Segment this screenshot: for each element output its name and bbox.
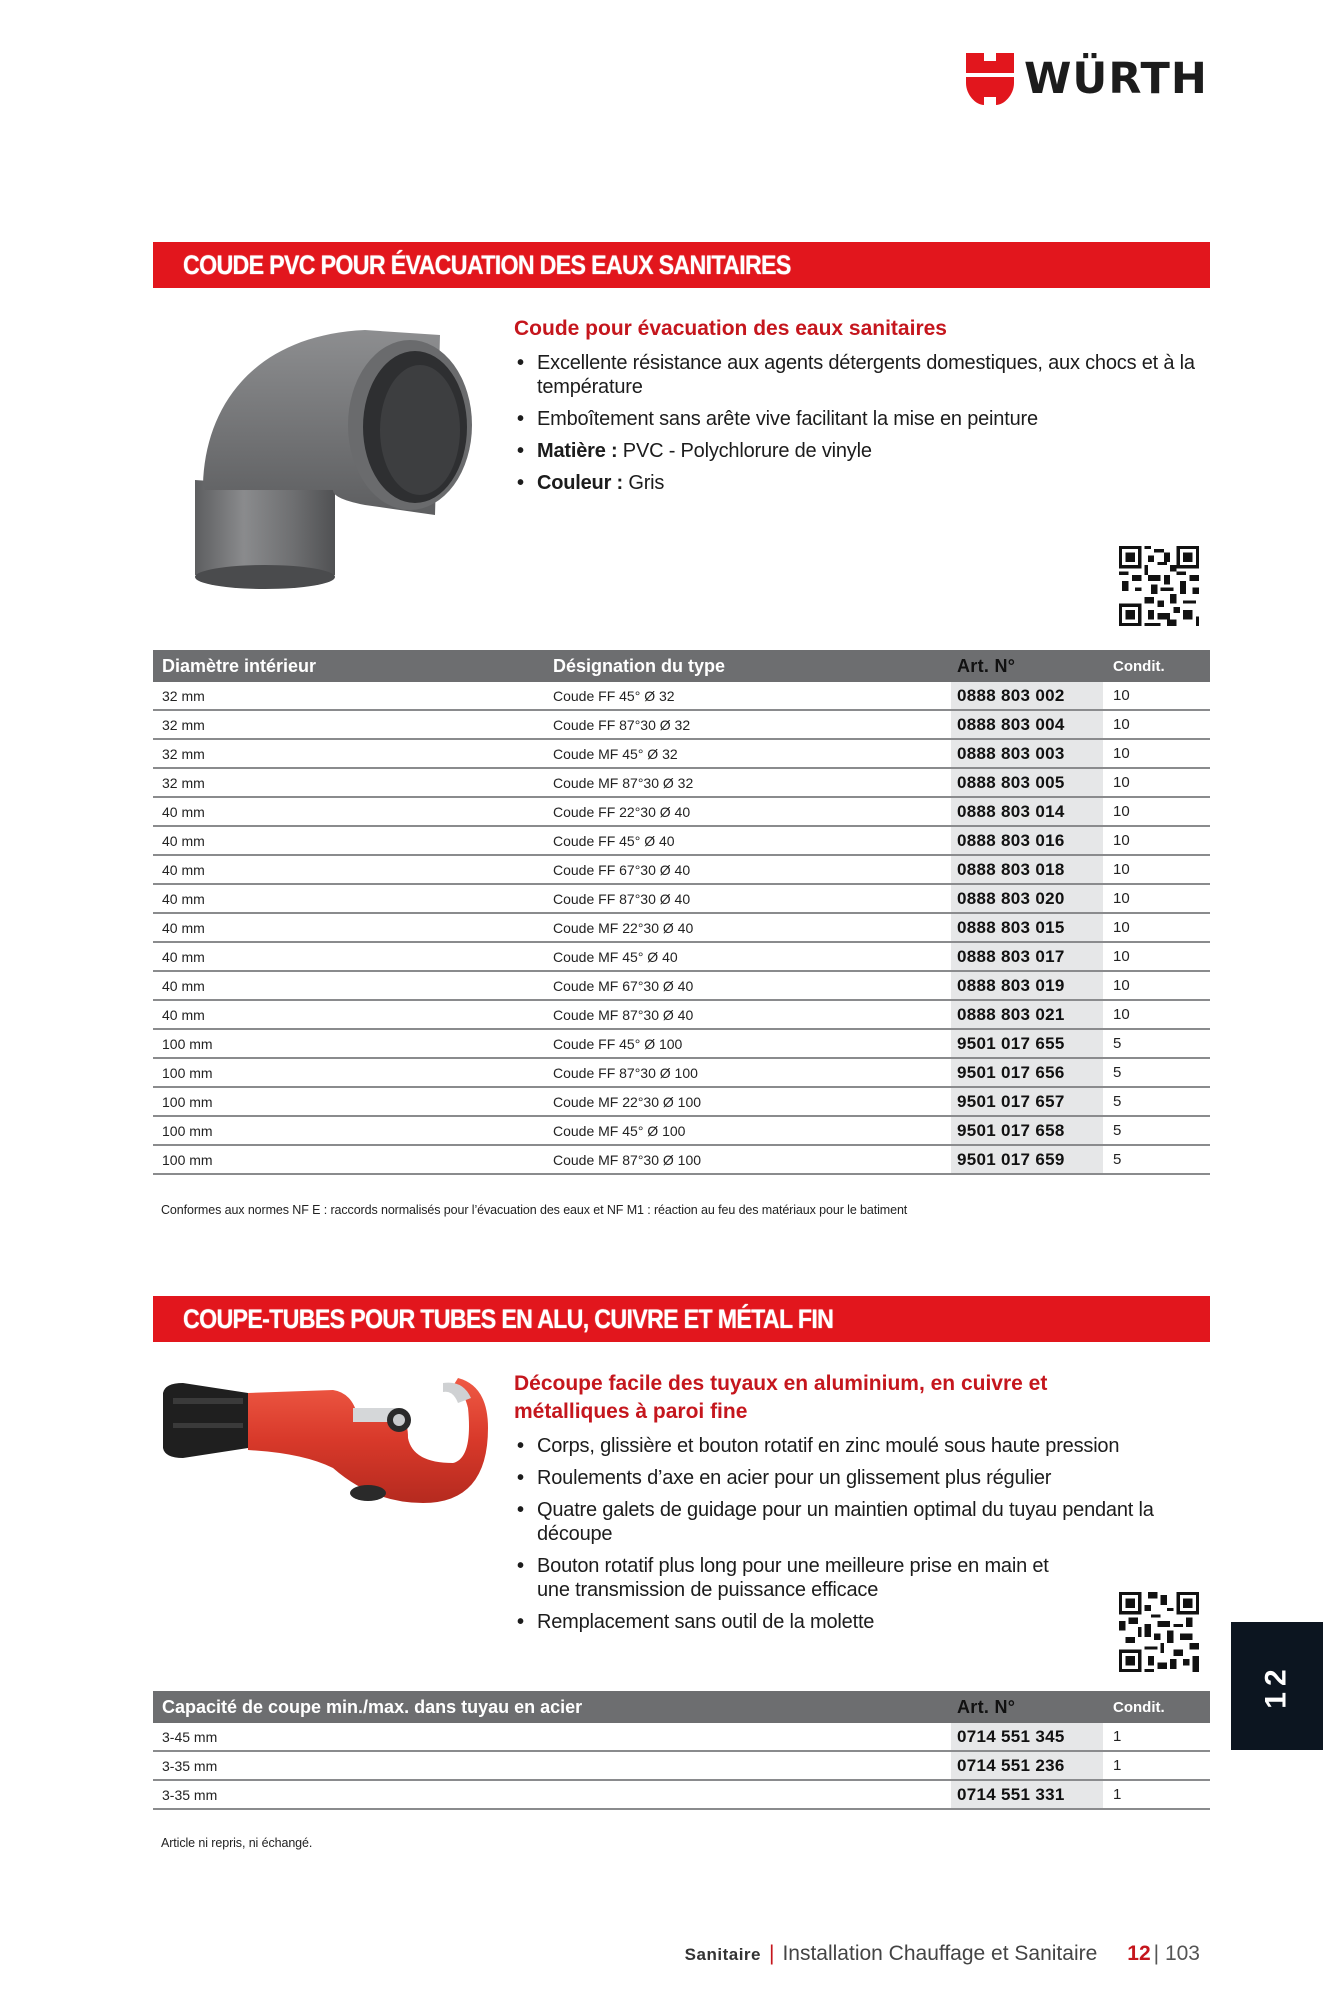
inner-diameter-cell: 32 mm xyxy=(162,687,205,704)
return-policy-note: Article ni repris, ni échangé. xyxy=(161,1836,313,1850)
inner-diameter-cell: 40 mm xyxy=(162,861,205,878)
article-number-cell: 0714 551 331 xyxy=(951,1781,1103,1808)
table-body xyxy=(153,1723,1210,1810)
type-designation-cell: Coude MF 45° Ø 40 xyxy=(553,948,678,965)
feature-item: • Bouton rotatif plus long pour une meilleure prise en main et une transmission de puissance efficace xyxy=(514,1554,1074,1602)
pack-quantity-cell: 5 xyxy=(1113,1093,1122,1110)
pack-quantity-cell: 10 xyxy=(1113,774,1130,791)
column-header: Condit. xyxy=(1113,657,1165,675)
cutting-capacity-cell: 3-35 mm xyxy=(162,1757,218,1774)
column-header: Capacité de coupe min./max. dans tuyau en acier xyxy=(162,1696,583,1717)
type-designation-cell: Coude MF 87°30 Ø 40 xyxy=(553,1006,694,1023)
product-title: Découpe facile des tuyaux en aluminium, en cuivre et métalliques à paroi fine xyxy=(514,1372,1048,1423)
chapter-side-tab[interactable] xyxy=(1231,1622,1323,1750)
table-row xyxy=(153,798,1210,827)
inner-diameter-cell: 40 mm xyxy=(162,1006,205,1023)
table-row xyxy=(153,914,1210,943)
article-number-cell: 9501 017 657 xyxy=(951,1088,1103,1115)
table-row xyxy=(153,885,1210,914)
table-row xyxy=(153,1030,1210,1059)
pvc-elbow-image xyxy=(165,315,475,595)
product-title: Coude pour évacuation des eaux sanitaires xyxy=(514,317,947,340)
pack-quantity-cell: 5 xyxy=(1113,1151,1122,1168)
inner-diameter-cell: 100 mm xyxy=(162,1093,213,1110)
article-number-cell: 0888 803 018 xyxy=(951,856,1103,883)
qr-code-icon[interactable] xyxy=(1119,546,1199,626)
pack-quantity-cell: 10 xyxy=(1113,716,1130,733)
table-row xyxy=(153,682,1210,711)
column-header: Diamètre intérieur xyxy=(162,655,317,676)
table-row xyxy=(153,1059,1210,1088)
pack-quantity-cell: 10 xyxy=(1113,919,1130,936)
pack-quantity-cell: 5 xyxy=(1113,1035,1122,1052)
pack-quantity-cell: 5 xyxy=(1113,1064,1122,1081)
article-number-cell: 0714 551 236 xyxy=(951,1752,1103,1779)
article-number-cell: 0888 803 005 xyxy=(951,769,1103,796)
type-designation-cell: Coude FF 22°30 Ø 40 xyxy=(553,803,691,820)
table-row xyxy=(153,711,1210,740)
type-designation-cell: Coude MF 87°30 Ø 32 xyxy=(553,774,694,791)
pack-quantity-cell: 10 xyxy=(1113,832,1130,849)
page-footer xyxy=(685,1942,1200,1966)
inner-diameter-cell: 100 mm xyxy=(162,1122,213,1139)
pvc-elbow-description xyxy=(514,315,1204,503)
tube-cutter-description xyxy=(514,1370,1204,1642)
inner-diameter-cell: 100 mm xyxy=(162,1064,213,1081)
article-number-cell: 0888 803 020 xyxy=(951,885,1103,912)
table-header xyxy=(153,1691,1210,1723)
type-designation-cell: Coude MF 45° Ø 32 xyxy=(553,745,678,762)
type-designation-cell: Coude FF 45° Ø 100 xyxy=(553,1035,683,1052)
qr-code-icon[interactable] xyxy=(1119,1592,1199,1672)
article-number-cell: 0714 551 345 xyxy=(951,1723,1103,1750)
inner-diameter-cell: 40 mm xyxy=(162,977,205,994)
footer-separator: | xyxy=(768,1942,775,1965)
table-body xyxy=(153,682,1210,1175)
type-designation-cell: Coude MF 22°30 Ø 40 xyxy=(553,919,694,936)
type-designation-cell: Coude MF 87°30 Ø 100 xyxy=(553,1151,702,1168)
article-number-cell: 9501 017 658 xyxy=(951,1117,1103,1144)
tube-cutter-image xyxy=(153,1368,493,1513)
table-row xyxy=(153,972,1210,1001)
table-row xyxy=(153,769,1210,798)
table-row xyxy=(153,1117,1210,1146)
table-row xyxy=(153,740,1210,769)
type-designation-cell: Coude FF 45° Ø 32 xyxy=(553,687,675,704)
pack-quantity-cell: 10 xyxy=(1113,745,1130,762)
section-title: COUPE-TUBES POUR TUBES EN ALU, CUIVRE ET MÉTAL FIN xyxy=(183,1303,834,1334)
inner-diameter-cell: 40 mm xyxy=(162,890,205,907)
footer-chapter: 12 xyxy=(1127,1942,1151,1965)
table-row xyxy=(153,1088,1210,1117)
type-designation-cell: Coude FF 87°30 Ø 40 xyxy=(553,890,691,907)
pack-quantity-cell: 10 xyxy=(1113,977,1130,994)
inner-diameter-cell: 100 mm xyxy=(162,1035,213,1052)
table-row xyxy=(153,1001,1210,1030)
article-number-cell: 0888 803 002 xyxy=(951,682,1103,709)
section-header-tube-cutter xyxy=(153,1296,1210,1342)
column-header: Condit. xyxy=(1113,1698,1165,1716)
footer-page-separator: | xyxy=(1153,1942,1160,1965)
article-number-cell: 0888 803 004 xyxy=(951,711,1103,738)
footer-section: Sanitaire xyxy=(684,1945,761,1964)
pack-quantity-cell: 10 xyxy=(1113,890,1130,907)
table-row xyxy=(153,943,1210,972)
standards-note: Conformes aux normes NF E : raccords normalisés pour l’évacuation des eaux et NF M1 : réaction au feu des matériaux pour le batiment xyxy=(161,1203,908,1217)
pack-quantity-cell: 10 xyxy=(1113,687,1130,704)
pack-quantity-cell: 10 xyxy=(1113,861,1130,878)
article-number-cell: 9501 017 655 xyxy=(951,1030,1103,1057)
pack-quantity-cell: 1 xyxy=(1113,1757,1122,1774)
type-designation-cell: Coude MF 67°30 Ø 40 xyxy=(553,977,694,994)
feature-item: • Couleur : Gris xyxy=(514,471,1204,495)
pack-quantity-cell: 1 xyxy=(1113,1786,1122,1803)
article-number-cell: 0888 803 017 xyxy=(951,943,1103,970)
table-header xyxy=(153,650,1210,682)
article-number-cell: 0888 803 003 xyxy=(951,740,1103,767)
type-designation-cell: Coude FF 87°30 Ø 32 xyxy=(553,716,691,733)
tube-cutter-table xyxy=(153,1691,1210,1810)
section-title: COUDE PVC POUR ÉVACUATION DES EAUX SANITAIRES xyxy=(183,249,791,280)
column-header: Art. N° xyxy=(957,1696,1016,1717)
feature-list xyxy=(514,351,1204,495)
table-row xyxy=(153,1752,1210,1781)
type-designation-cell: Coude MF 22°30 Ø 100 xyxy=(553,1093,702,1110)
feature-item: • Corps, glissière et bouton rotatif en zinc moulé sous haute pression xyxy=(514,1434,1204,1458)
footer-category: Installation Chauffage et Sanitaire xyxy=(782,1942,1098,1965)
feature-item: • Remplacement sans outil de la molette xyxy=(514,1610,1204,1634)
feature-item: • Emboîtement sans arête vive facilitant la mise en peinture xyxy=(514,407,1204,431)
inner-diameter-cell: 100 mm xyxy=(162,1151,213,1168)
table-row xyxy=(153,827,1210,856)
pvc-elbow-table xyxy=(153,650,1210,1175)
inner-diameter-cell: 32 mm xyxy=(162,774,205,791)
wurth-logo xyxy=(966,52,1208,106)
table-row xyxy=(153,1781,1210,1810)
cutting-capacity-cell: 3-35 mm xyxy=(162,1786,218,1803)
feature-list xyxy=(514,1434,1204,1634)
type-designation-cell: Coude MF 45° Ø 100 xyxy=(553,1122,686,1139)
article-number-cell: 9501 017 656 xyxy=(951,1059,1103,1086)
article-number-cell: 9501 017 659 xyxy=(951,1146,1103,1173)
pack-quantity-cell: 10 xyxy=(1113,948,1130,965)
pack-quantity-cell: 10 xyxy=(1113,803,1130,820)
article-number-cell: 0888 803 014 xyxy=(951,798,1103,825)
page-number: 103 xyxy=(1164,1942,1200,1965)
article-number-cell: 0888 803 016 xyxy=(951,827,1103,854)
inner-diameter-cell: 32 mm xyxy=(162,745,205,762)
article-number-cell: 0888 803 015 xyxy=(951,914,1103,941)
table-row xyxy=(153,1723,1210,1752)
table-row xyxy=(153,1146,1210,1175)
type-designation-cell: Coude FF 67°30 Ø 40 xyxy=(553,861,691,878)
brand-name: WÜRTH xyxy=(1024,53,1208,104)
inner-diameter-cell: 40 mm xyxy=(162,948,205,965)
pack-quantity-cell: 1 xyxy=(1113,1728,1122,1745)
feature-item: • Quatre galets de guidage pour un maintien optimal du tuyau pendant la découpe xyxy=(514,1498,1204,1546)
type-designation-cell: Coude FF 87°30 Ø 100 xyxy=(553,1064,698,1081)
wurth-shield-icon xyxy=(966,53,1014,105)
feature-item: • Roulements d’axe en acier pour un glissement plus régulier xyxy=(514,1466,1204,1490)
feature-item: • Excellente résistance aux agents détergents domestiques, aux chocs et à la température xyxy=(514,351,1204,399)
inner-diameter-cell: 32 mm xyxy=(162,716,205,733)
chapter-number: 12 xyxy=(1260,1663,1293,1709)
column-header: Art. N° xyxy=(957,655,1016,676)
inner-diameter-cell: 40 mm xyxy=(162,919,205,936)
type-designation-cell: Coude FF 45° Ø 40 xyxy=(553,832,675,849)
column-header: Désignation du type xyxy=(553,655,726,676)
inner-diameter-cell: 40 mm xyxy=(162,832,205,849)
article-number-cell: 0888 803 019 xyxy=(951,972,1103,999)
pack-quantity-cell: 10 xyxy=(1113,1006,1130,1023)
section-header-pvc-elbow xyxy=(153,242,1210,288)
pack-quantity-cell: 5 xyxy=(1113,1122,1122,1139)
feature-item: • Matière : PVC - Polychlorure de vinyle xyxy=(514,439,1204,463)
table-row xyxy=(153,856,1210,885)
article-number-cell: 0888 803 021 xyxy=(951,1001,1103,1028)
inner-diameter-cell: 40 mm xyxy=(162,803,205,820)
cutting-capacity-cell: 3-45 mm xyxy=(162,1728,218,1745)
